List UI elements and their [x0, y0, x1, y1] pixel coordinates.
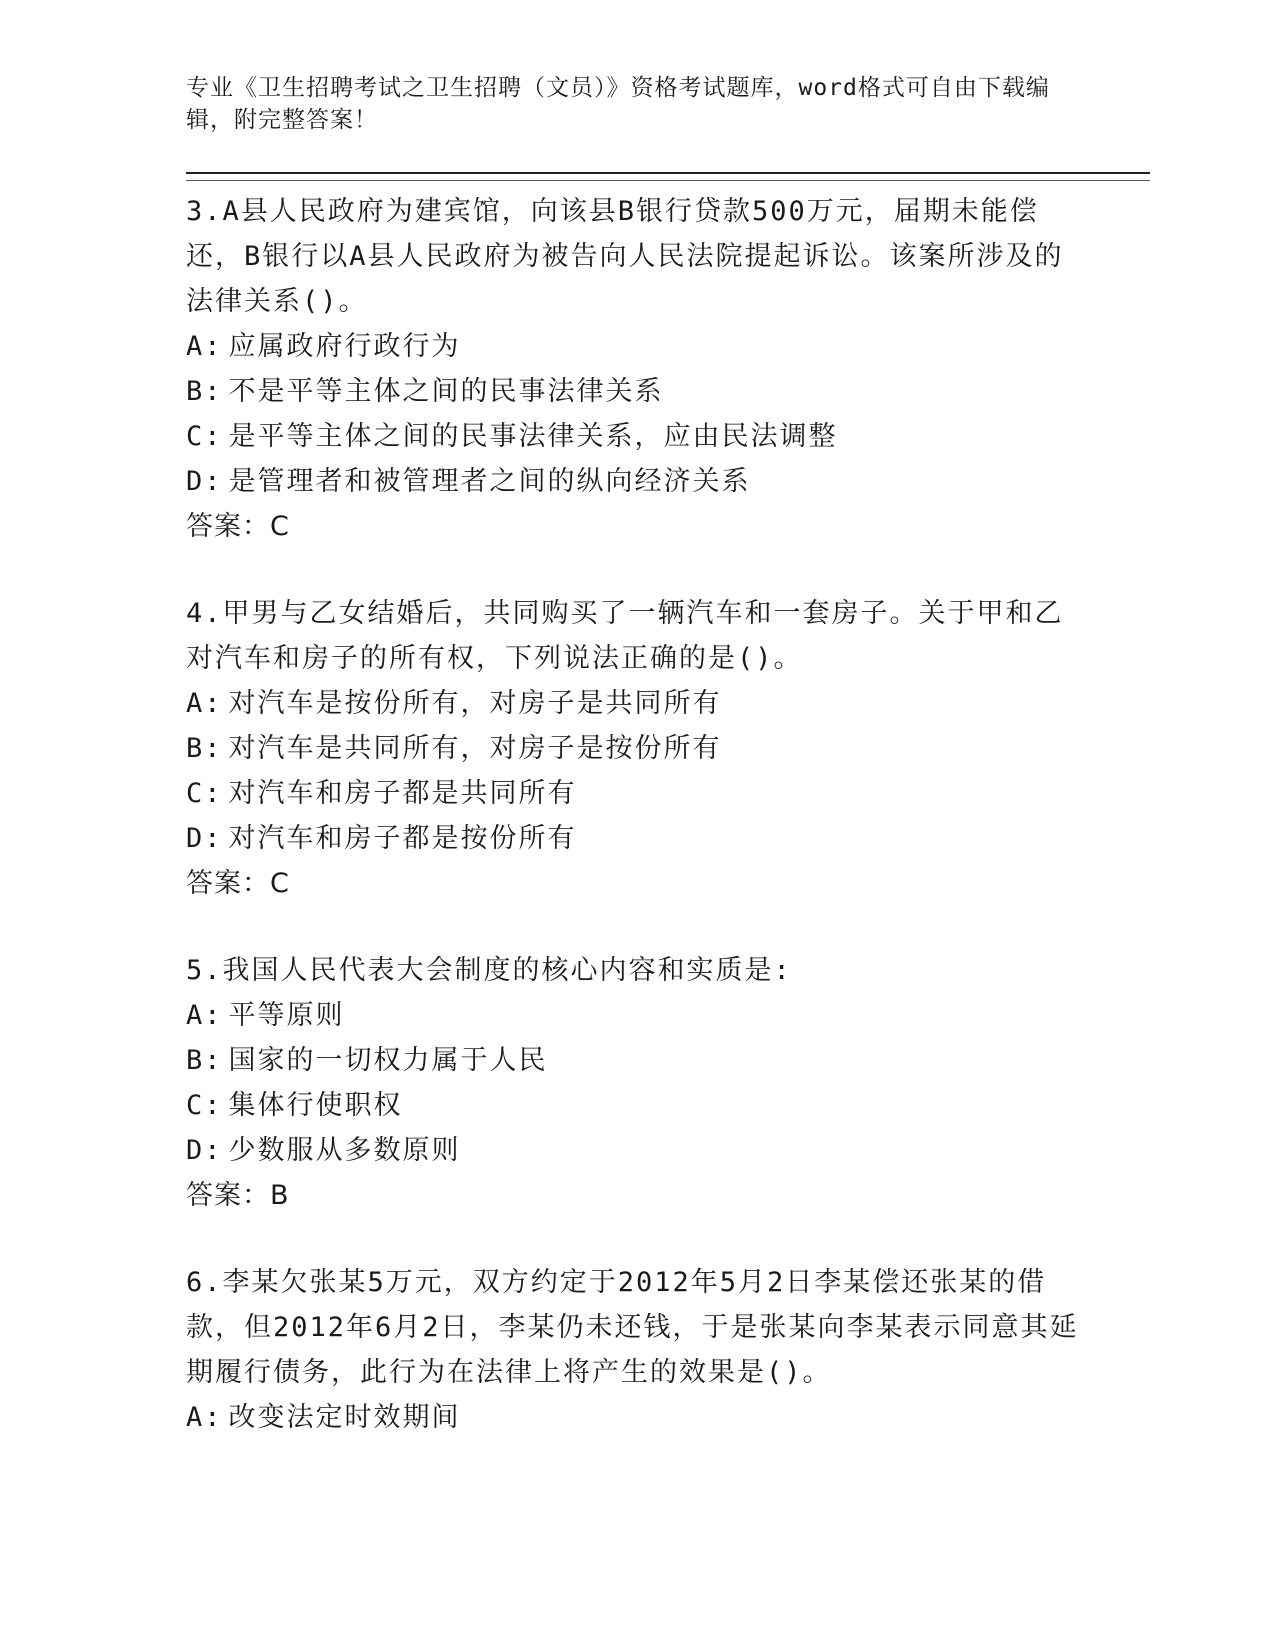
option-key: C: — [186, 1090, 223, 1121]
question-gap — [186, 906, 1086, 948]
option-text: 国家的一切权力属于人民 — [228, 1045, 548, 1076]
question-stem: 6.李某欠张某5万元，双方约定于2012年5月2日李某偿还张某的借款，但2012年6月2日，李某仍未还钱，于是张某向李某表示同意其延期履行债务，此行为在法律上将产生的效果是()。 — [186, 1267, 1079, 1388]
option-text: 是管理者和被管理者之间的纵向经济关系 — [228, 466, 751, 497]
question-stem: 5.我国人民代表大会制度的核心内容和实质是: — [186, 955, 792, 986]
question-item — [186, 189, 1086, 549]
option-text: 是平等主体之间的民事法律关系，应由民法调整 — [228, 421, 838, 452]
option-b — [186, 369, 1086, 414]
option-key: A: — [186, 1402, 223, 1433]
option-d — [186, 459, 1086, 504]
option-text: 改变法定时效期间 — [228, 1402, 461, 1433]
option-a — [186, 681, 1086, 726]
option-key: B: — [186, 1045, 223, 1076]
option-text: 应属政府行政行为 — [228, 331, 461, 362]
option-a — [186, 324, 1086, 369]
option-key: D: — [186, 466, 223, 497]
option-text: 对汽车是共同所有，对房子是按份所有 — [228, 733, 722, 764]
option-b — [186, 726, 1086, 771]
header-divider — [186, 172, 1150, 174]
option-key: D: — [186, 1135, 223, 1166]
option-key: D: — [186, 823, 223, 854]
option-text: 不是平等主体之间的民事法律关系 — [228, 376, 664, 407]
answer-line: 答案：B — [186, 1180, 290, 1211]
option-c — [186, 1083, 1086, 1128]
option-text: 对汽车和房子都是共同所有 — [228, 778, 577, 809]
option-text: 少数服从多数原则 — [228, 1135, 461, 1166]
option-key: A: — [186, 1000, 223, 1031]
question-stem: 3.A县人民政府为建宾馆，向该县B银行贷款500万元，届期未能偿还，B银行以A县人民政府为被告向人民法院提起诉讼。该案所涉及的法律关系()。 — [186, 196, 1064, 317]
option-b — [186, 1038, 1086, 1083]
document-intro: 专业《卫生招聘考试之卫生招聘（文员）》资格考试题库，word格式可自由下载编辑，附完整答案！ — [186, 75, 1050, 133]
option-c — [186, 414, 1086, 459]
question-gap — [186, 549, 1086, 591]
option-key: A: — [186, 331, 223, 362]
option-key: B: — [186, 733, 223, 764]
option-key: A: — [186, 688, 223, 719]
option-a — [186, 993, 1086, 1038]
option-key: C: — [186, 421, 223, 452]
option-d — [186, 1128, 1086, 1173]
option-text: 集体行使职权 — [228, 1090, 403, 1121]
answer-line: 答案：C — [186, 868, 290, 899]
question-item — [186, 1260, 1086, 1440]
answer-line: 答案：C — [186, 511, 290, 542]
question-item — [186, 948, 1086, 1218]
option-c — [186, 771, 1086, 816]
option-text: 对汽车是按份所有，对房子是共同所有 — [228, 688, 722, 719]
option-key: B: — [186, 376, 223, 407]
question-list — [186, 189, 1086, 1440]
option-key: C: — [186, 778, 223, 809]
option-a — [186, 1395, 1086, 1440]
question-item — [186, 591, 1086, 906]
header-divider-thin — [186, 180, 1150, 181]
question-stem: 4.甲男与乙女结婚后，共同购买了一辆汽车和一套房子。关于甲和乙对汽车和房子的所有权，下列说法正确的是()。 — [186, 598, 1064, 674]
question-gap — [186, 1218, 1086, 1260]
option-text: 对汽车和房子都是按份所有 — [228, 823, 577, 854]
option-text: 平等原则 — [228, 1000, 345, 1031]
option-d — [186, 816, 1086, 861]
